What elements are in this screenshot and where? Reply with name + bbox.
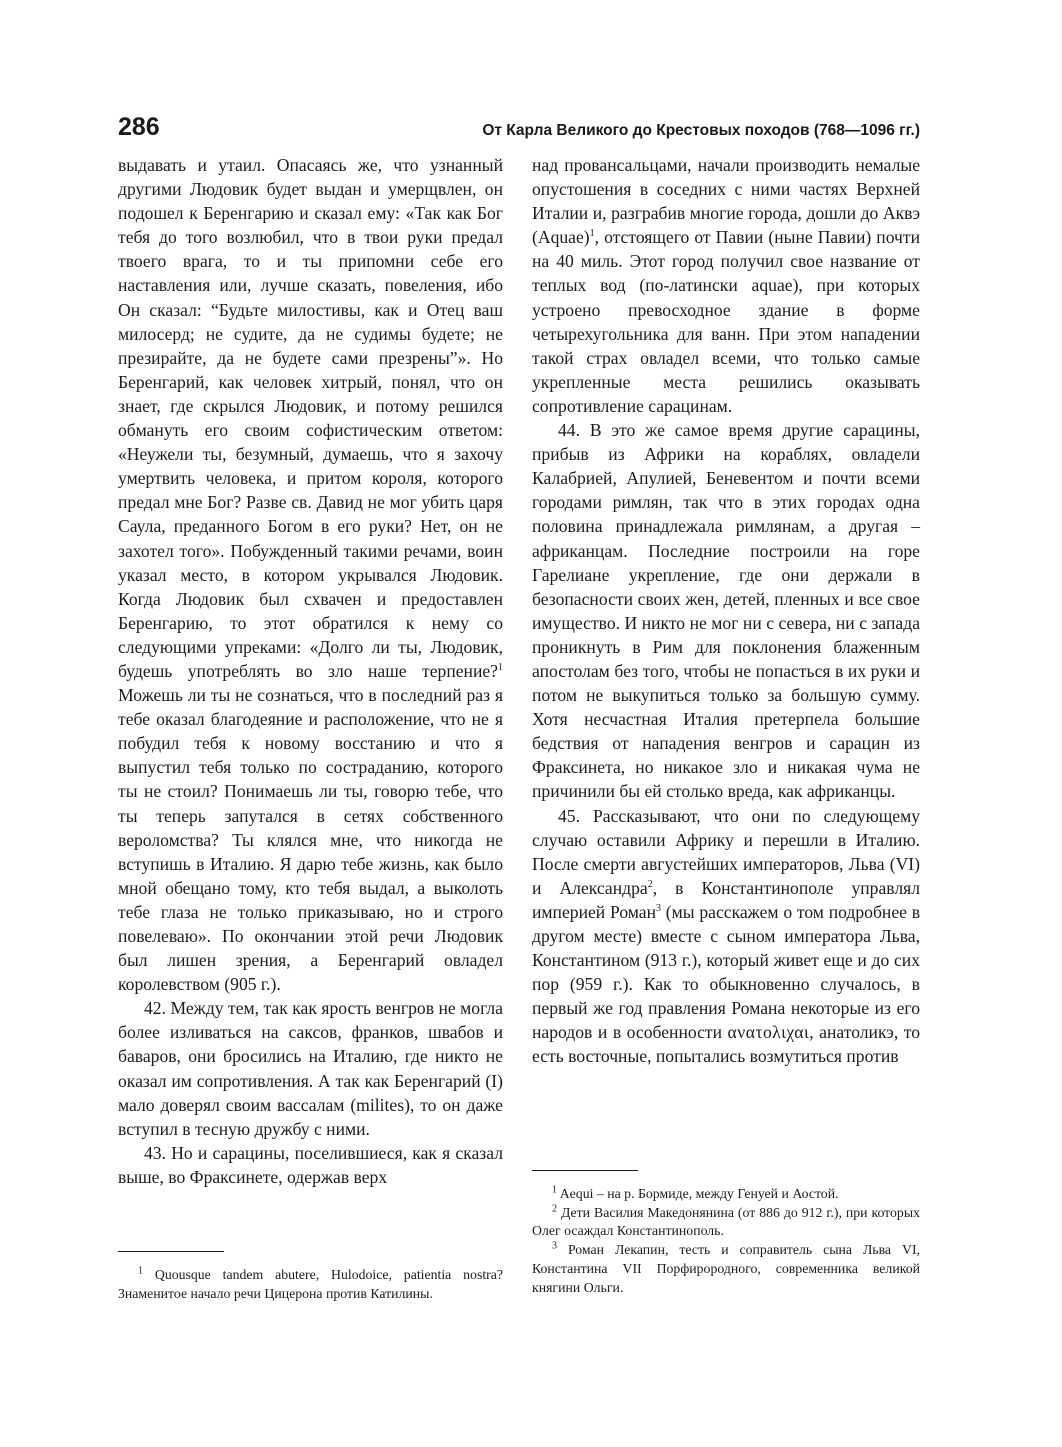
footnote-marker: 1	[498, 662, 503, 674]
page-header	[118, 113, 920, 147]
paragraph-text: (мы расскажем о том подробнее в другом месте) вместе с сыном императора Льва, Константином (913 г.), который живет еще и до сих пор (959 г.). Как то обыкновенно случалось, в первый же год правления Романа некоторые из его народов и в особенности	[532, 901, 921, 1043]
paragraph-42: 42. Между тем, так как ярость венгров не могла более изливаться на саксов, франков, швабов и баваров, они бросились на Италию, где никто не оказал им сопротивления. А так как Беренгарий (I) мало доверял своим вассалам (milites), то он даже вступил в тесную дружбу с ними.	[118, 998, 503, 1139]
paragraph-text: , отстоящего от Павии (ныне Павии) почти на 40 миль. Этот город получил свое название от теплых вод (по-латински aquae), при которых устроено превосходное здание в форме четырехугольника для ванн. При этом нападении такой страх овладел всеми, что только самые укрепленные места решились оказывать сопротивление сарацинам.	[532, 227, 920, 416]
footnote-number: 1	[138, 1265, 143, 1277]
paragraph-45	[532, 804, 920, 1069]
footnote-text: Aequi – на р. Бормиде, между Генуей и Аостой.	[559, 1186, 839, 1201]
right-column	[532, 153, 920, 1069]
paragraph	[118, 153, 503, 996]
paragraph-text: , в Константинополе управлял империей Роман	[532, 877, 920, 922]
page-number: 286	[118, 113, 160, 141]
footnote-number: 1	[552, 1184, 557, 1196]
footnotes-right	[532, 1185, 920, 1297]
footnote	[532, 1185, 920, 1204]
greek-word: ανατολιχαι	[727, 1022, 810, 1043]
paragraph-44: 44. В это же самое время другие сарацины, прибыв из Африки на кораблях, овладели Калабрией, Апулией, Беневентом и почти всеми городами римлян, так что в этих городах одна половина принадлежала римлянам, а другая – африканцам. Последние построили на горе Гарелиане укрепление, где они держали в безопасности своих жен, детей, пленных и все свое имущество. И никто не мог ни с севера, ни с запада проникнуть в Рим для поклонения блаженным апостолам без того, чтобы не попасться в их руки и потом не выкупиться только за большую сумму. Хотя несчастная Италия претерпела большие бедствия от нападения венгров и сарацин из Фраксинета, но никакое зло и никакая чума не причинили бы ей столько вреда, как африканцы.	[532, 420, 920, 802]
left-column	[118, 153, 503, 1189]
paragraph	[532, 153, 920, 418]
footnote-rule	[532, 1170, 638, 1171]
paragraph-text: над провансальцами, начали производить немалые опустошения в соседних с ними частях Верхней Италии и, разграбив многие города, дошли до Аквэ (Aquae)	[532, 155, 920, 248]
footnote-marker: 2	[647, 878, 653, 890]
footnote-marker: 1	[589, 228, 595, 240]
footnote-number: 3	[552, 1240, 557, 1252]
paragraph-text: Можешь ли ты не сознаться, что в последний раз я тебе оказал благодеяние и расположение, что не я побудил тебя к новому восстанию и что я выпустил тебя только по состраданию, которого ты не стоил? Понимаешь ли ты, говорю тебе, что ты теперь запутался в сетях собственного вероломства? Ты клялся мне, что никогда не вступишь в Италию. Я дарю тебе жизнь, как было мной обещано тому, кто тебя выдал, а выколоть тебе глаза не только приказываю, но и строго повелеваю». По окончании этой речи Людовик был лишен зрения, а Беренгарий овладел королевством (905 г.).	[118, 685, 503, 995]
footnote	[532, 1241, 920, 1297]
footnote	[532, 1204, 920, 1241]
footnote-rule	[118, 1251, 224, 1252]
footnotes-left	[118, 1266, 503, 1303]
paragraph-43: 43. Но и сарацины, поселившиеся, как я сказал выше, во Фраксинете, одержав верх	[118, 1142, 503, 1187]
paragraph-text: выдавать и утаил. Опасаясь же, что узнанный другими Людовик будет выдан и умерщвлен, он подошел к Беренгарию и сказал ему: «Так как Бог тебя до того возлюбил, что в твои руки предал твоего врага, то и ты припомни себе его наставления или, лучше сказать, повеления, ибо Он сказал: “Будьте милостивы, как и Отец ваш милосерд; не судите, да не судимы будете; не презирайте, да не будете сами презрены”». Но Беренгарий, как человек хитрый, понял, что он знает, где скрылся Людовик, и потому решился обмануть его своим софистическим ответом: «Неужели ты, безумный, думаешь, что я захочу умертвить человека, и притом короля, которого предал мне Бог? Разве св. Давид не мог убить царя Саула, преданного Богом в его руки? Нет, он не захотел того». Побужденный такими речами, воин указал место, в котором укрывался Людовик. Когда Людовик был схвачен и предоставлен Беренгарию, то этот обратился к нему со следующими упреками: «Долго ли ты, Людовик, будешь употреблять во зло наше терпение?	[118, 155, 503, 681]
paragraph-text: , анатоликэ, то есть восточные, попытались возмутиться против	[532, 1022, 920, 1067]
footnote-text: Quousque tandem abutere, Hulodoice, patientia nostra? Знаменитое начало речи Цицерона против Катилины.	[118, 1267, 503, 1301]
footnote-text: Роман Лекапин, тесть и соправитель сына Льва VI, Константина VII Порфирородного, современника великой княгини Ольги.	[532, 1242, 920, 1295]
running-title: От Карла Великого до Крестовых походов (768—1096 гг.)	[482, 122, 920, 139]
footnote-number: 2	[552, 1203, 557, 1215]
footnote	[118, 1266, 503, 1303]
paragraph-text: 45. Рассказывают, что они по следующему случаю оставили Африку и перешли в Италию. После смерти августейших императоров, Льва (VI) и Александра	[532, 805, 920, 898]
footnote-marker: 3	[656, 903, 662, 915]
footnote-text: Дети Василия Македонянина (от 886 до 912 г.), при которых Олег осаждал Константинополь.	[532, 1204, 920, 1239]
